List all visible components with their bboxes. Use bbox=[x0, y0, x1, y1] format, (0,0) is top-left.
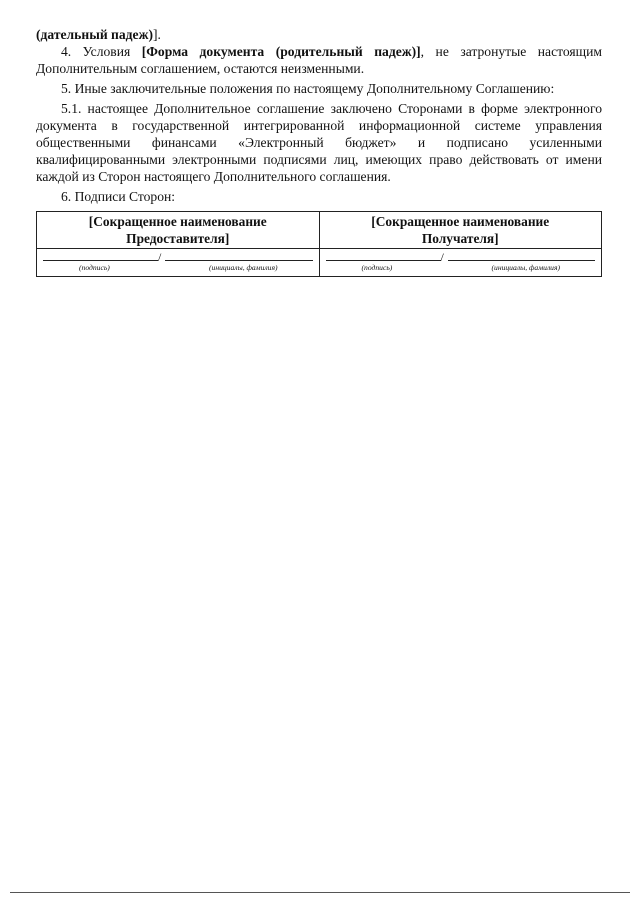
signatures-table bbox=[36, 211, 602, 277]
paragraph-item-4 bbox=[36, 43, 602, 77]
placeholder-document-form: [Форма документа (родительный падеж)] bbox=[141, 44, 421, 59]
signature-cell-recipient bbox=[319, 212, 602, 249]
provider-name-line bbox=[165, 260, 313, 261]
recipient-name-line bbox=[448, 260, 596, 261]
paragraph-item-5-1: 5.1. настоящее Дополнительное соглашение заключено Сторонами в форме электронного документа в государственной интегрированной информационной системе управления общественными финансами «Электронный бюджет» и подписано усиленными квалифицированными электронными подписями лиц, имеющих право действовать от имени каждой из Сторон настоящего Дополнительного соглашения. bbox=[36, 101, 602, 184]
placeholder-dative-case: (дательный падеж) bbox=[36, 27, 153, 42]
recipient-caption-signature: (подпись) bbox=[361, 263, 393, 272]
recipient-slash: / bbox=[440, 250, 444, 264]
paragraph-item-6: 6. Подписи Сторон: bbox=[61, 189, 176, 204]
provider-caption-name: (инициалы, фамилия) bbox=[209, 263, 278, 272]
paragraph-dative-case bbox=[36, 26, 602, 43]
recipient-captions bbox=[326, 263, 596, 274]
recipient-header-line2: Получателя] bbox=[421, 231, 499, 246]
paragraph-item-5: 5. Иные заключительные положения по настоящему Дополнительному Соглашению: bbox=[61, 81, 555, 96]
document-page bbox=[36, 26, 602, 277]
provider-sign-lines bbox=[43, 249, 313, 263]
signatures-sign-row bbox=[37, 249, 602, 277]
item-4-rest: , не затронутые настоящим Дополнительным соглашением, остаются неизменными. bbox=[36, 44, 603, 76]
provider-captions bbox=[43, 263, 313, 274]
provider-caption-signature: (подпись) bbox=[79, 263, 110, 272]
recipient-caption-name: (инициалы, фамилия) bbox=[491, 263, 561, 272]
recipient-sign-lines bbox=[326, 249, 596, 263]
recipient-sign-cell bbox=[319, 249, 602, 277]
closing-bracket: ]. bbox=[152, 27, 161, 42]
item-4-prefix: 4. Условия bbox=[61, 44, 142, 59]
provider-slash: / bbox=[158, 250, 162, 264]
recipient-name-placeholder bbox=[320, 212, 602, 248]
signature-cell-provider bbox=[37, 212, 320, 249]
signatures-header-row bbox=[37, 212, 602, 249]
provider-header-line1: [Сокращенное наименование bbox=[88, 214, 267, 229]
provider-signature-line bbox=[43, 260, 158, 261]
recipient-signature-line bbox=[326, 260, 441, 261]
provider-sign-cell bbox=[37, 249, 320, 277]
footer-rule bbox=[10, 892, 630, 893]
provider-header-line2: Предоставителя] bbox=[126, 231, 230, 246]
recipient-header-line1: [Сокращенное наименование bbox=[371, 214, 550, 229]
provider-name-placeholder bbox=[37, 212, 319, 248]
